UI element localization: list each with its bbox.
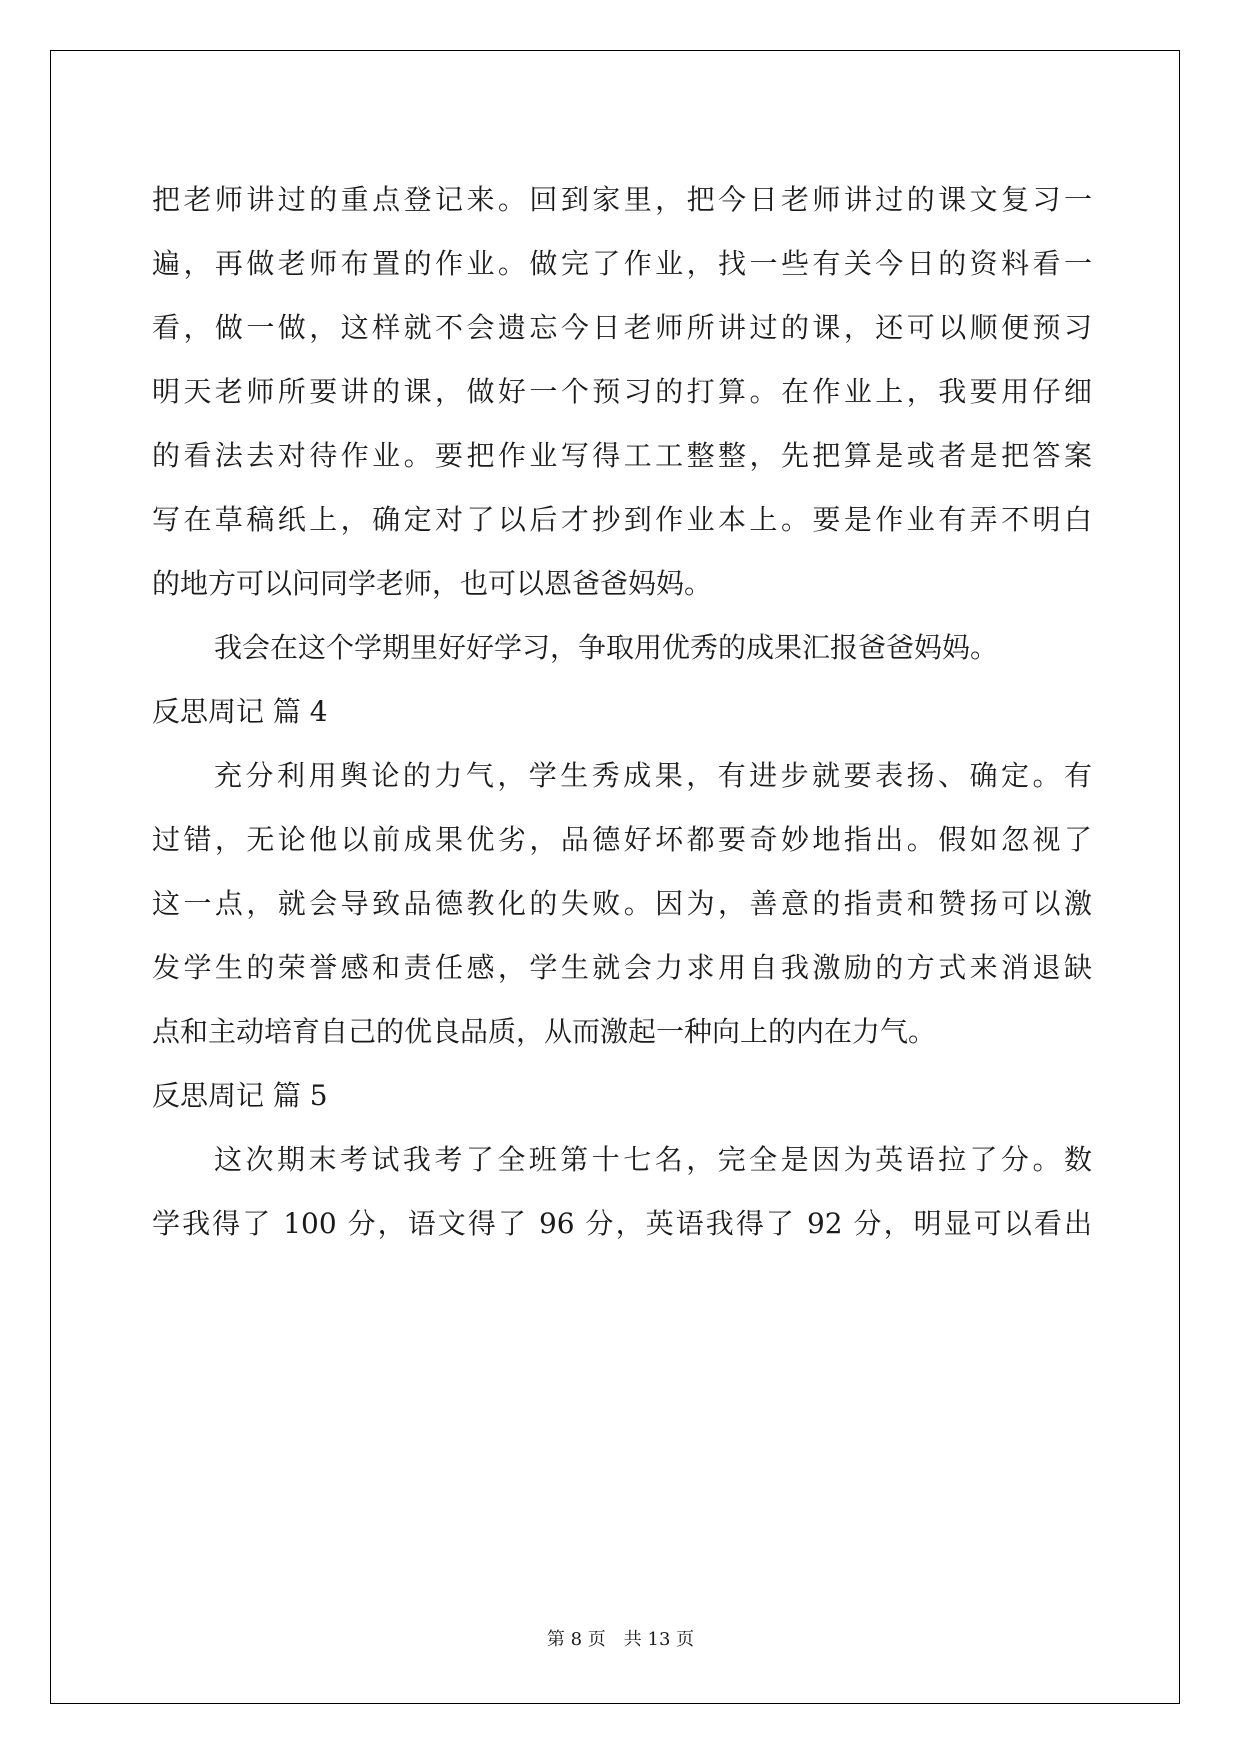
- text-line: 写在草稿纸上，确定对了以后才抄到作业本上。要是作业有弄不明白: [152, 503, 1092, 536]
- text-line: 遍，再做老师布置的作业。做完了作业，找一些有关今日的资料看一: [152, 247, 1092, 280]
- page-footer: [0, 1625, 1241, 1651]
- text-line: 这次期末考试我考了全班第十七名，完全是因为英语拉了分。数: [214, 1143, 1092, 1176]
- text-line: 过错，无论他以前成果优劣，品德好坏都要奇妙地指出。假如忽视了: [152, 823, 1092, 856]
- section-heading: 反思周记 篇 4: [152, 695, 328, 728]
- text-line: 的地方可以问同学老师，也可以恩爸爸妈妈。: [152, 567, 713, 600]
- document-body: [152, 168, 1092, 1256]
- text-line: 学我得了 100 分，语文得了 96 分，英语我得了 92 分，明显可以看出: [152, 1207, 1092, 1240]
- text-line: 发学生的荣誉感和责任感，学生就会力求用自我激励的方式来消退缺: [152, 951, 1092, 984]
- text-line: 明天老师所要讲的课，做好一个预习的打算。在作业上，我要用仔细: [152, 375, 1092, 408]
- text-line: 这一点，就会导致品德教化的失败。因为，善意的指责和赞扬可以激: [152, 887, 1092, 920]
- page-total: 共 13 页: [623, 1629, 695, 1650]
- text-line: 我会在这个学期里好好学习，争取用优秀的成果汇报爸爸妈妈。: [214, 631, 999, 664]
- text-line: 点和主动培育自己的优良品质，从而激起一种向上的内在力气。: [152, 1015, 937, 1048]
- text-line: 看，做一做，这样就不会遗忘今日老师所讲过的课，还可以顺便预习: [152, 311, 1092, 344]
- text-line: 充分利用舆论的力气，学生秀成果，有进步就要表扬、确定。有: [214, 759, 1092, 792]
- page-number: 第 8 页: [546, 1629, 606, 1650]
- text-line: 的看法去对待作业。要把作业写得工工整整，先把算是或者是把答案: [152, 439, 1092, 472]
- section-heading: 反思周记 篇 5: [152, 1079, 328, 1112]
- text-line: 把老师讲过的重点登记来。回到家里，把今日老师讲过的课文复习一: [152, 183, 1092, 216]
